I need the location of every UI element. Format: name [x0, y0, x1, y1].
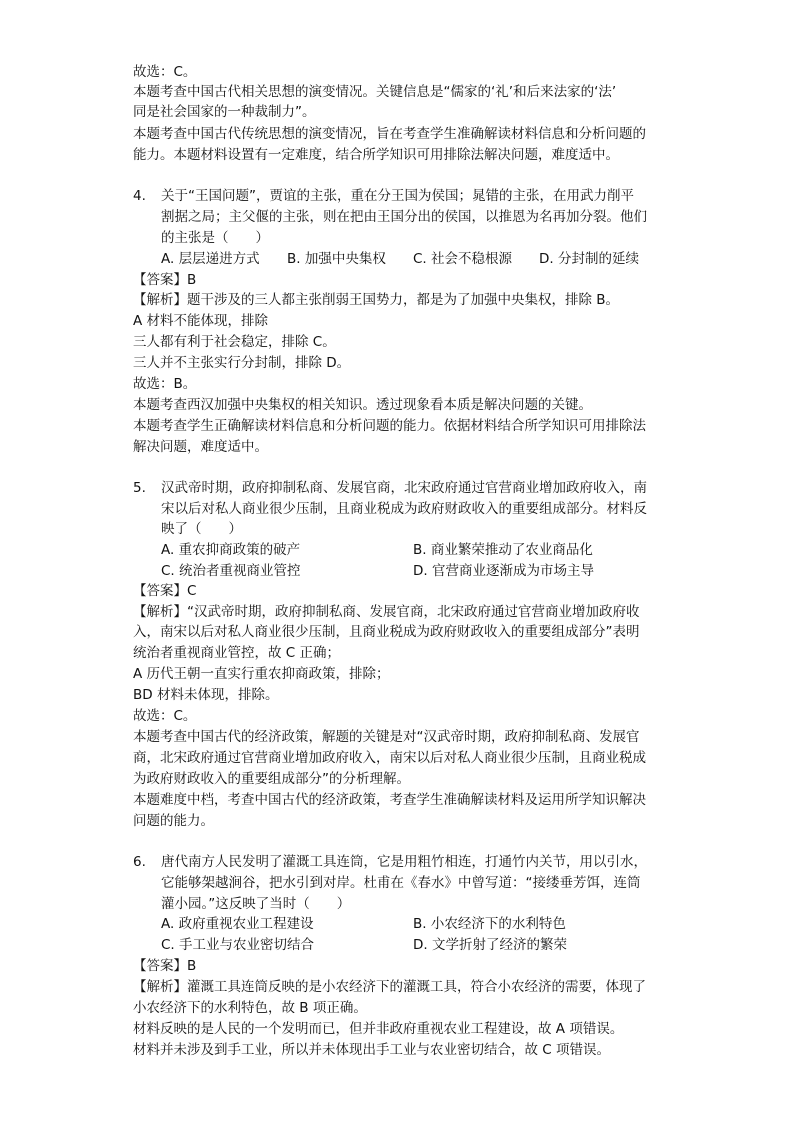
option-b: B. 小农经济下的水利特色: [413, 916, 566, 932]
question-stem-line: 关于“王国问题”，贾谊的主张，重在分王国为侯国；晁错的主张，在用武力削平: [161, 188, 634, 204]
option-a: A. 重农抑商政策的破产: [161, 542, 301, 558]
analysis-line: 商，北宋政府通过官营商业增加政府收入，南宋以后对私人商业很少压制，且商业税成: [133, 750, 646, 766]
analysis-line: 本题考查中国古代的经济政策，解题的关键是对“汉武帝时期，政府抑制私商、发展官: [133, 729, 640, 745]
answer-line: 【答案】B: [133, 958, 197, 974]
analysis-line: 【解析】“汉武帝时期，政府抑制私商、发展官商，北宋政府通过官营商业增加政府收: [133, 604, 640, 620]
question-number: 4.: [133, 188, 146, 204]
analysis-line: BD 材料未体现，排除。: [133, 687, 279, 703]
option-d: D. 分封制的延续: [539, 251, 639, 267]
analysis-line: 故选：C。: [133, 708, 197, 724]
option-d: D. 文学折射了经济的繁荣: [413, 937, 567, 953]
question-stem-line: 割据之局；主父偃的主张，则在把由王国分出的侯国，以推恩为名再加分裂。他们: [161, 209, 647, 225]
question-stem-line: 唐代南方人民发明了灌溉工具连筒，它是用粗竹相连，打通竹内关节，用以引水，: [161, 854, 647, 870]
option-c: C. 统治者重视商业管控: [161, 563, 301, 579]
analysis-line: 解决问题，难度适中。: [133, 439, 268, 455]
analysis-line: 故选：B。: [133, 376, 197, 392]
text-line: 本题考查中国古代传统思想的演变情况，旨在考查学生准确解读材料信息和分析问题的: [133, 126, 646, 142]
question-stem-line: 宋以后对私人商业很少压制，且商业税成为政府财政收入的重要组成部分。材料反: [161, 501, 647, 517]
analysis-line: 【解析】灌溉工具连筒反映的是小农经济下的灌溉工具，符合小农经济的需要，体现了: [133, 979, 646, 995]
option-c: C. 手工业与农业密切结合: [161, 937, 315, 953]
option-a: A. 层层递进方式: [161, 251, 260, 267]
option-d: D. 官营商业逐渐成为市场主导: [413, 563, 594, 579]
question-stem-line: 汉武帝时期，政府抑制私商、发展官商，北宋政府通过官营商业增加政府收入，南: [161, 480, 647, 496]
text-line: 能力。本题材料设置有一定难度，结合所学知识可用排除法解决问题，难度适中。: [133, 147, 619, 163]
text-line: 故选：C。: [133, 64, 197, 80]
option-c: C. 社会不稳根源: [413, 251, 513, 267]
analysis-line: 为政府财政收入的重要组成部分”的分析理解。: [133, 771, 410, 787]
question-number: 6.: [133, 854, 146, 870]
analysis-line: 统治者重视商业管控，故 C 正确；: [133, 645, 341, 661]
text-line: 同是社会国家的一种裁制力”。: [133, 104, 316, 120]
analysis-line: A 材料不能体现，排除: [133, 313, 269, 329]
question-stem-line: 的主张是（ ）: [161, 230, 269, 246]
option-b: B. 加强中央集权: [287, 251, 386, 267]
analysis-line: A 历代王朝一直实行重农抑商政策，排除；: [133, 666, 390, 682]
option-b: B. 商业繁荣推动了农业商品化: [413, 542, 593, 558]
answer-line: 【答案】B: [133, 272, 197, 288]
analysis-line: 问题的能力。: [133, 813, 214, 829]
text-line: 本题考查中国古代相关思想的演变情况。关键信息是“儒家的‘礼’和后来法家的‘法’: [133, 84, 617, 100]
analysis-line: 本题难度中档，考查中国古代的经济政策，考查学生准确解读材料及运用所学知识解决: [133, 792, 646, 808]
analysis-line: 材料并未涉及到手工业，所以并未体现出手工业与农业密切结合，故 C 项错误。: [133, 1042, 611, 1058]
question-stem-line: 它能够架越涧谷，把水引到对岸。杜甫在《春水》中曾写道：“接缕垂芳饵，连筒: [161, 875, 641, 891]
question-stem-line: 灌小园。”这反映了当时（ ）: [161, 896, 351, 912]
analysis-line: 本题考查西汉加强中央集权的相关知识。透过现象看本质是解决问题的关键。: [133, 397, 592, 413]
question-number: 5.: [133, 480, 146, 496]
analysis-line: 入，南宋以后对私人商业很少压制，且商业税成为政府财政收入的重要组成部分”表明: [133, 624, 640, 640]
analysis-line: 本题考查学生正确解读材料信息和分析问题的能力。依据材料结合所学知识可用排除法: [133, 418, 646, 434]
analysis-line: 【解析】题干涉及的三人都主张削弱王国势力，都是为了加强中央集权，排除 B。: [133, 292, 620, 308]
analysis-line: 小农经济下的水利特色，故 B 项正确。: [133, 1000, 367, 1016]
option-a: A. 政府重视农业工程建设: [161, 916, 314, 932]
analysis-line: 三人都有利于社会稳定，排除 C。: [133, 334, 336, 350]
question-stem-line: 映了（ ）: [161, 521, 242, 537]
analysis-line: 三人并不主张实行分封制，排除 D。: [133, 355, 351, 371]
answer-line: 【答案】C: [133, 583, 197, 599]
analysis-line: 材料反映的是人民的一个发明而已，但并非政府重视农业工程建设，故 A 项错误。: [133, 1021, 624, 1037]
